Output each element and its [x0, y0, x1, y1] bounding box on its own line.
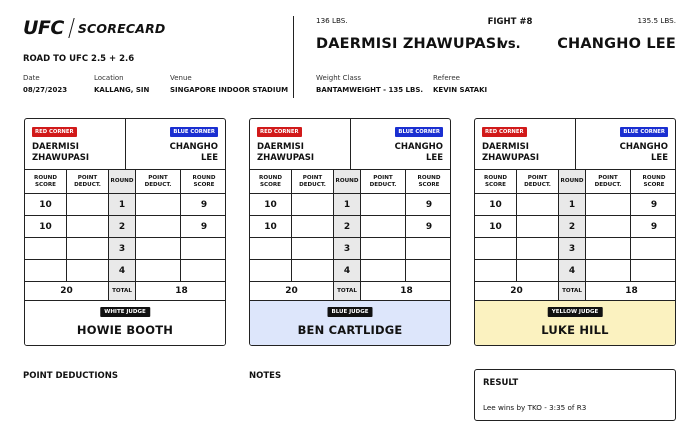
round-number: 3	[559, 238, 586, 259]
blue-round-score	[631, 238, 676, 259]
red-round-score: 10	[250, 216, 292, 237]
round-number: 1	[109, 194, 136, 215]
logo-divider	[68, 18, 74, 38]
round-score-header	[25, 170, 67, 193]
blue-total: 18	[625, 286, 638, 296]
point-deduct-header	[361, 170, 406, 193]
point-deduct-header-line1: POINT	[77, 174, 98, 181]
round-header-line1: ROUND	[110, 178, 134, 184]
red-point-deduct	[292, 260, 334, 281]
blue-round-score: 9	[425, 199, 433, 210]
blue-round-score	[406, 238, 451, 259]
round-score-header-line2: SCORE	[643, 181, 665, 188]
point-deduct-header	[586, 170, 631, 193]
vs-label: vs.	[499, 37, 521, 52]
round-header	[559, 170, 586, 193]
point-deduct-header	[517, 170, 559, 193]
point-deduct-header-line2: DEDUCT.	[299, 181, 326, 188]
blue-point-deduct	[136, 216, 181, 237]
round-row	[250, 238, 450, 260]
referee-label: Referee	[433, 74, 460, 82]
red-round-score: 10	[475, 194, 517, 215]
notes-label: NOTES	[249, 371, 282, 381]
judge-badge: WHITE JUDGE	[100, 307, 150, 317]
blue-corner-badge: BLUE CORNER	[620, 127, 668, 137]
round-score-header-line2: SCORE	[484, 181, 507, 188]
red-point-deduct	[517, 216, 559, 237]
blue-point-deduct	[361, 216, 406, 237]
round-score-header	[181, 170, 226, 193]
round-number: 2	[109, 216, 136, 237]
red-round-score: 10	[475, 216, 517, 237]
blue-round-score	[406, 260, 451, 281]
venue-label: Venue	[170, 74, 192, 82]
venue-value: SINGAPORE INDOOR STADIUM	[170, 86, 289, 94]
blue-total: 18	[175, 286, 188, 296]
round-header-line1: ROUND	[560, 178, 584, 184]
round-score-header-line1: ROUND	[484, 174, 507, 181]
red-corner-name	[32, 142, 89, 164]
red-round-score	[475, 238, 517, 259]
red-point-deduct	[67, 260, 109, 281]
round-score-header-line2: SCORE	[193, 181, 215, 188]
round-score-header	[250, 170, 292, 193]
red-corner-name	[257, 142, 314, 164]
round-row	[250, 194, 450, 216]
blue-point-deduct	[136, 194, 181, 215]
judge-area	[25, 301, 225, 346]
red-total: 20	[250, 282, 334, 300]
round-score-header-line2: SCORE	[259, 181, 282, 188]
blue-point-deduct	[361, 260, 406, 281]
red-round-score: 10	[25, 216, 67, 237]
red-round-score: 10	[250, 194, 292, 215]
blue-last-name: LEE	[200, 153, 218, 163]
point-deduct-header-line1: POINT	[302, 174, 323, 181]
total-row	[250, 282, 450, 301]
scorecard-header	[25, 119, 225, 170]
red-point-deduct	[517, 194, 559, 215]
judge-area	[250, 301, 450, 346]
point-deduct-header-line1: POINT	[527, 174, 548, 181]
point-deduct-header-line2: DEDUCT.	[74, 181, 101, 188]
total-row	[25, 282, 225, 301]
total-label: TOTAL	[559, 282, 586, 300]
blue-last-name: LEE	[425, 153, 443, 163]
red-round-score	[250, 260, 292, 281]
blue-total: 18	[400, 286, 413, 296]
round-score-header	[475, 170, 517, 193]
red-point-deduct	[292, 216, 334, 237]
blue-point-deduct	[586, 238, 631, 259]
blue-corner-badge: BLUE CORNER	[170, 127, 218, 137]
point-deduct-header-line2: DEDUCT.	[144, 181, 172, 188]
round-row	[25, 260, 225, 282]
round-score-header-line1: ROUND	[34, 174, 57, 181]
round-row	[475, 238, 675, 260]
referee-value: KEVIN SATAKI	[433, 86, 488, 94]
round-row	[475, 216, 675, 238]
round-row	[25, 216, 225, 238]
scorecard-header-divider	[575, 119, 576, 170]
judge-scorecard	[249, 118, 451, 346]
scorecard-header-divider	[125, 119, 126, 170]
round-row	[475, 194, 675, 216]
red-last-name: ZHAWUPASI	[482, 153, 540, 163]
point-deduct-header	[292, 170, 334, 193]
scorecard-header	[250, 119, 450, 170]
red-fighter-weight: 136 LBS.	[316, 16, 348, 25]
round-number: 2	[559, 216, 586, 237]
scorecard-logo-text: SCORECARD	[77, 20, 166, 36]
total-label: TOTAL	[334, 282, 361, 300]
round-number: 2	[334, 216, 361, 237]
point-deduct-header	[67, 170, 109, 193]
blue-first-name: CHANGHO	[169, 142, 218, 152]
blue-round-score: 9	[200, 221, 208, 232]
round-score-header-line2: SCORE	[34, 181, 57, 188]
red-last-name: ZHAWUPASI	[32, 153, 90, 163]
round-row	[25, 194, 225, 216]
scorecard-header-divider	[350, 119, 351, 170]
point-deduct-header-line2: DEDUCT.	[594, 181, 622, 188]
round-row	[250, 260, 450, 282]
round-score-header	[406, 170, 451, 193]
blue-round-score	[181, 238, 226, 259]
red-point-deduct	[517, 238, 559, 259]
red-round-score	[475, 260, 517, 281]
total-label: TOTAL	[109, 282, 136, 300]
judge-badge: YELLOW JUDGE	[548, 307, 603, 317]
round-row	[250, 216, 450, 238]
blue-round-score: 9	[650, 221, 658, 232]
judge-name: LUKE HILL	[541, 323, 609, 337]
result-box	[474, 369, 676, 421]
blue-point-deduct	[136, 238, 181, 259]
blue-point-deduct	[586, 260, 631, 281]
blue-round-score	[181, 260, 226, 281]
blue-point-deduct	[136, 260, 181, 281]
score-header-row	[475, 170, 675, 194]
location-value: KALLANG, SIN	[94, 86, 150, 94]
red-corner-badge: RED CORNER	[32, 127, 77, 137]
score-header-row	[250, 170, 450, 194]
blue-point-deduct	[361, 194, 406, 215]
blue-corner-badge: BLUE CORNER	[395, 127, 443, 137]
round-row	[25, 238, 225, 260]
red-corner-badge: RED CORNER	[257, 127, 302, 137]
round-score-header-line1: ROUND	[642, 174, 666, 181]
ufc-scorecard-logo	[23, 17, 165, 39]
point-deduct-header	[136, 170, 181, 193]
blue-round-score: 9	[425, 221, 433, 232]
red-corner-badge: RED CORNER	[482, 127, 527, 137]
weight-class-value: BANTAMWEIGHT - 135 LBS.	[316, 86, 424, 94]
blue-first-name: CHANGHO	[619, 142, 668, 152]
round-score-header-line1: ROUND	[192, 174, 216, 181]
round-row	[475, 260, 675, 282]
location-label: Location	[94, 74, 124, 82]
round-score-header	[631, 170, 676, 193]
round-number: 4	[334, 260, 361, 281]
red-first-name: DAERMISI	[482, 142, 529, 152]
point-deduct-header-line1: POINT	[373, 174, 393, 181]
red-round-score	[250, 238, 292, 259]
blue-last-name: LEE	[650, 153, 668, 163]
round-number: 1	[559, 194, 586, 215]
date-value: 08/27/2023	[23, 86, 68, 94]
round-score-header-line1: ROUND	[259, 174, 282, 181]
round-header	[334, 170, 361, 193]
red-total: 20	[475, 282, 559, 300]
red-last-name: ZHAWUPASI	[257, 153, 315, 163]
blue-corner-name	[620, 142, 668, 164]
header-divider	[293, 16, 294, 98]
judge-area	[475, 301, 675, 346]
point-deduct-header-line1: POINT	[148, 174, 168, 181]
blue-round-score	[631, 260, 676, 281]
round-number: 4	[559, 260, 586, 281]
judge-scorecard	[24, 118, 226, 346]
blue-corner-name	[170, 142, 218, 164]
event-name: ROAD TO UFC 2.5 + 2.6	[23, 54, 135, 64]
date-label: Date	[23, 74, 40, 82]
scorecard-header	[475, 119, 675, 170]
round-number: 3	[334, 238, 361, 259]
round-header	[109, 170, 136, 193]
blue-point-deduct	[586, 216, 631, 237]
red-total: 20	[25, 282, 109, 300]
point-deductions-label: POINT DEDUCTIONS	[23, 371, 118, 381]
judge-name: BEN CARTLIDGE	[297, 323, 403, 337]
red-round-score	[25, 260, 67, 281]
judge-name: HOWIE BOOTH	[76, 323, 174, 337]
blue-point-deduct	[361, 238, 406, 259]
result-text: Lee wins by TKO - 3:35 of R3	[483, 403, 587, 412]
red-round-score	[25, 238, 67, 259]
blue-first-name: CHANGHO	[394, 142, 443, 152]
total-row	[475, 282, 675, 301]
judge-scorecard	[474, 118, 676, 346]
result-title: RESULT	[483, 378, 519, 388]
blue-round-score: 9	[650, 199, 658, 210]
point-deduct-header-line1: POINT	[598, 174, 618, 181]
point-deduct-header-line2: DEDUCT.	[369, 181, 397, 188]
round-score-header-line1: ROUND	[417, 174, 441, 181]
round-score-header-line2: SCORE	[418, 181, 440, 188]
round-header-line1: ROUND	[335, 178, 359, 184]
red-point-deduct	[67, 238, 109, 259]
blue-fighter-name: CHANGHO LEE	[557, 36, 676, 52]
red-point-deduct	[292, 194, 334, 215]
blue-round-score: 9	[200, 199, 208, 210]
round-number: 4	[109, 260, 136, 281]
red-point-deduct	[67, 194, 109, 215]
score-header-row	[25, 170, 225, 194]
judge-badge: BLUE JUDGE	[328, 307, 373, 317]
red-point-deduct	[67, 216, 109, 237]
weight-class-label: Weight Class	[316, 74, 362, 82]
red-fighter-name: DAERMISI ZHAWUPASI	[316, 36, 502, 52]
red-first-name: DAERMISI	[257, 142, 304, 152]
red-point-deduct	[292, 238, 334, 259]
red-first-name: DAERMISI	[32, 142, 79, 152]
red-round-score: 10	[25, 194, 67, 215]
fight-number: FIGHT #8	[487, 17, 533, 27]
point-deduct-header-line2: DEDUCT.	[524, 181, 551, 188]
red-point-deduct	[517, 260, 559, 281]
round-number: 1	[334, 194, 361, 215]
ufc-logo: UFC	[23, 17, 64, 39]
blue-fighter-weight: 135.5 LBS.	[637, 16, 676, 25]
red-corner-name	[482, 142, 539, 164]
blue-corner-name	[395, 142, 443, 164]
round-number: 3	[109, 238, 136, 259]
blue-point-deduct	[586, 194, 631, 215]
